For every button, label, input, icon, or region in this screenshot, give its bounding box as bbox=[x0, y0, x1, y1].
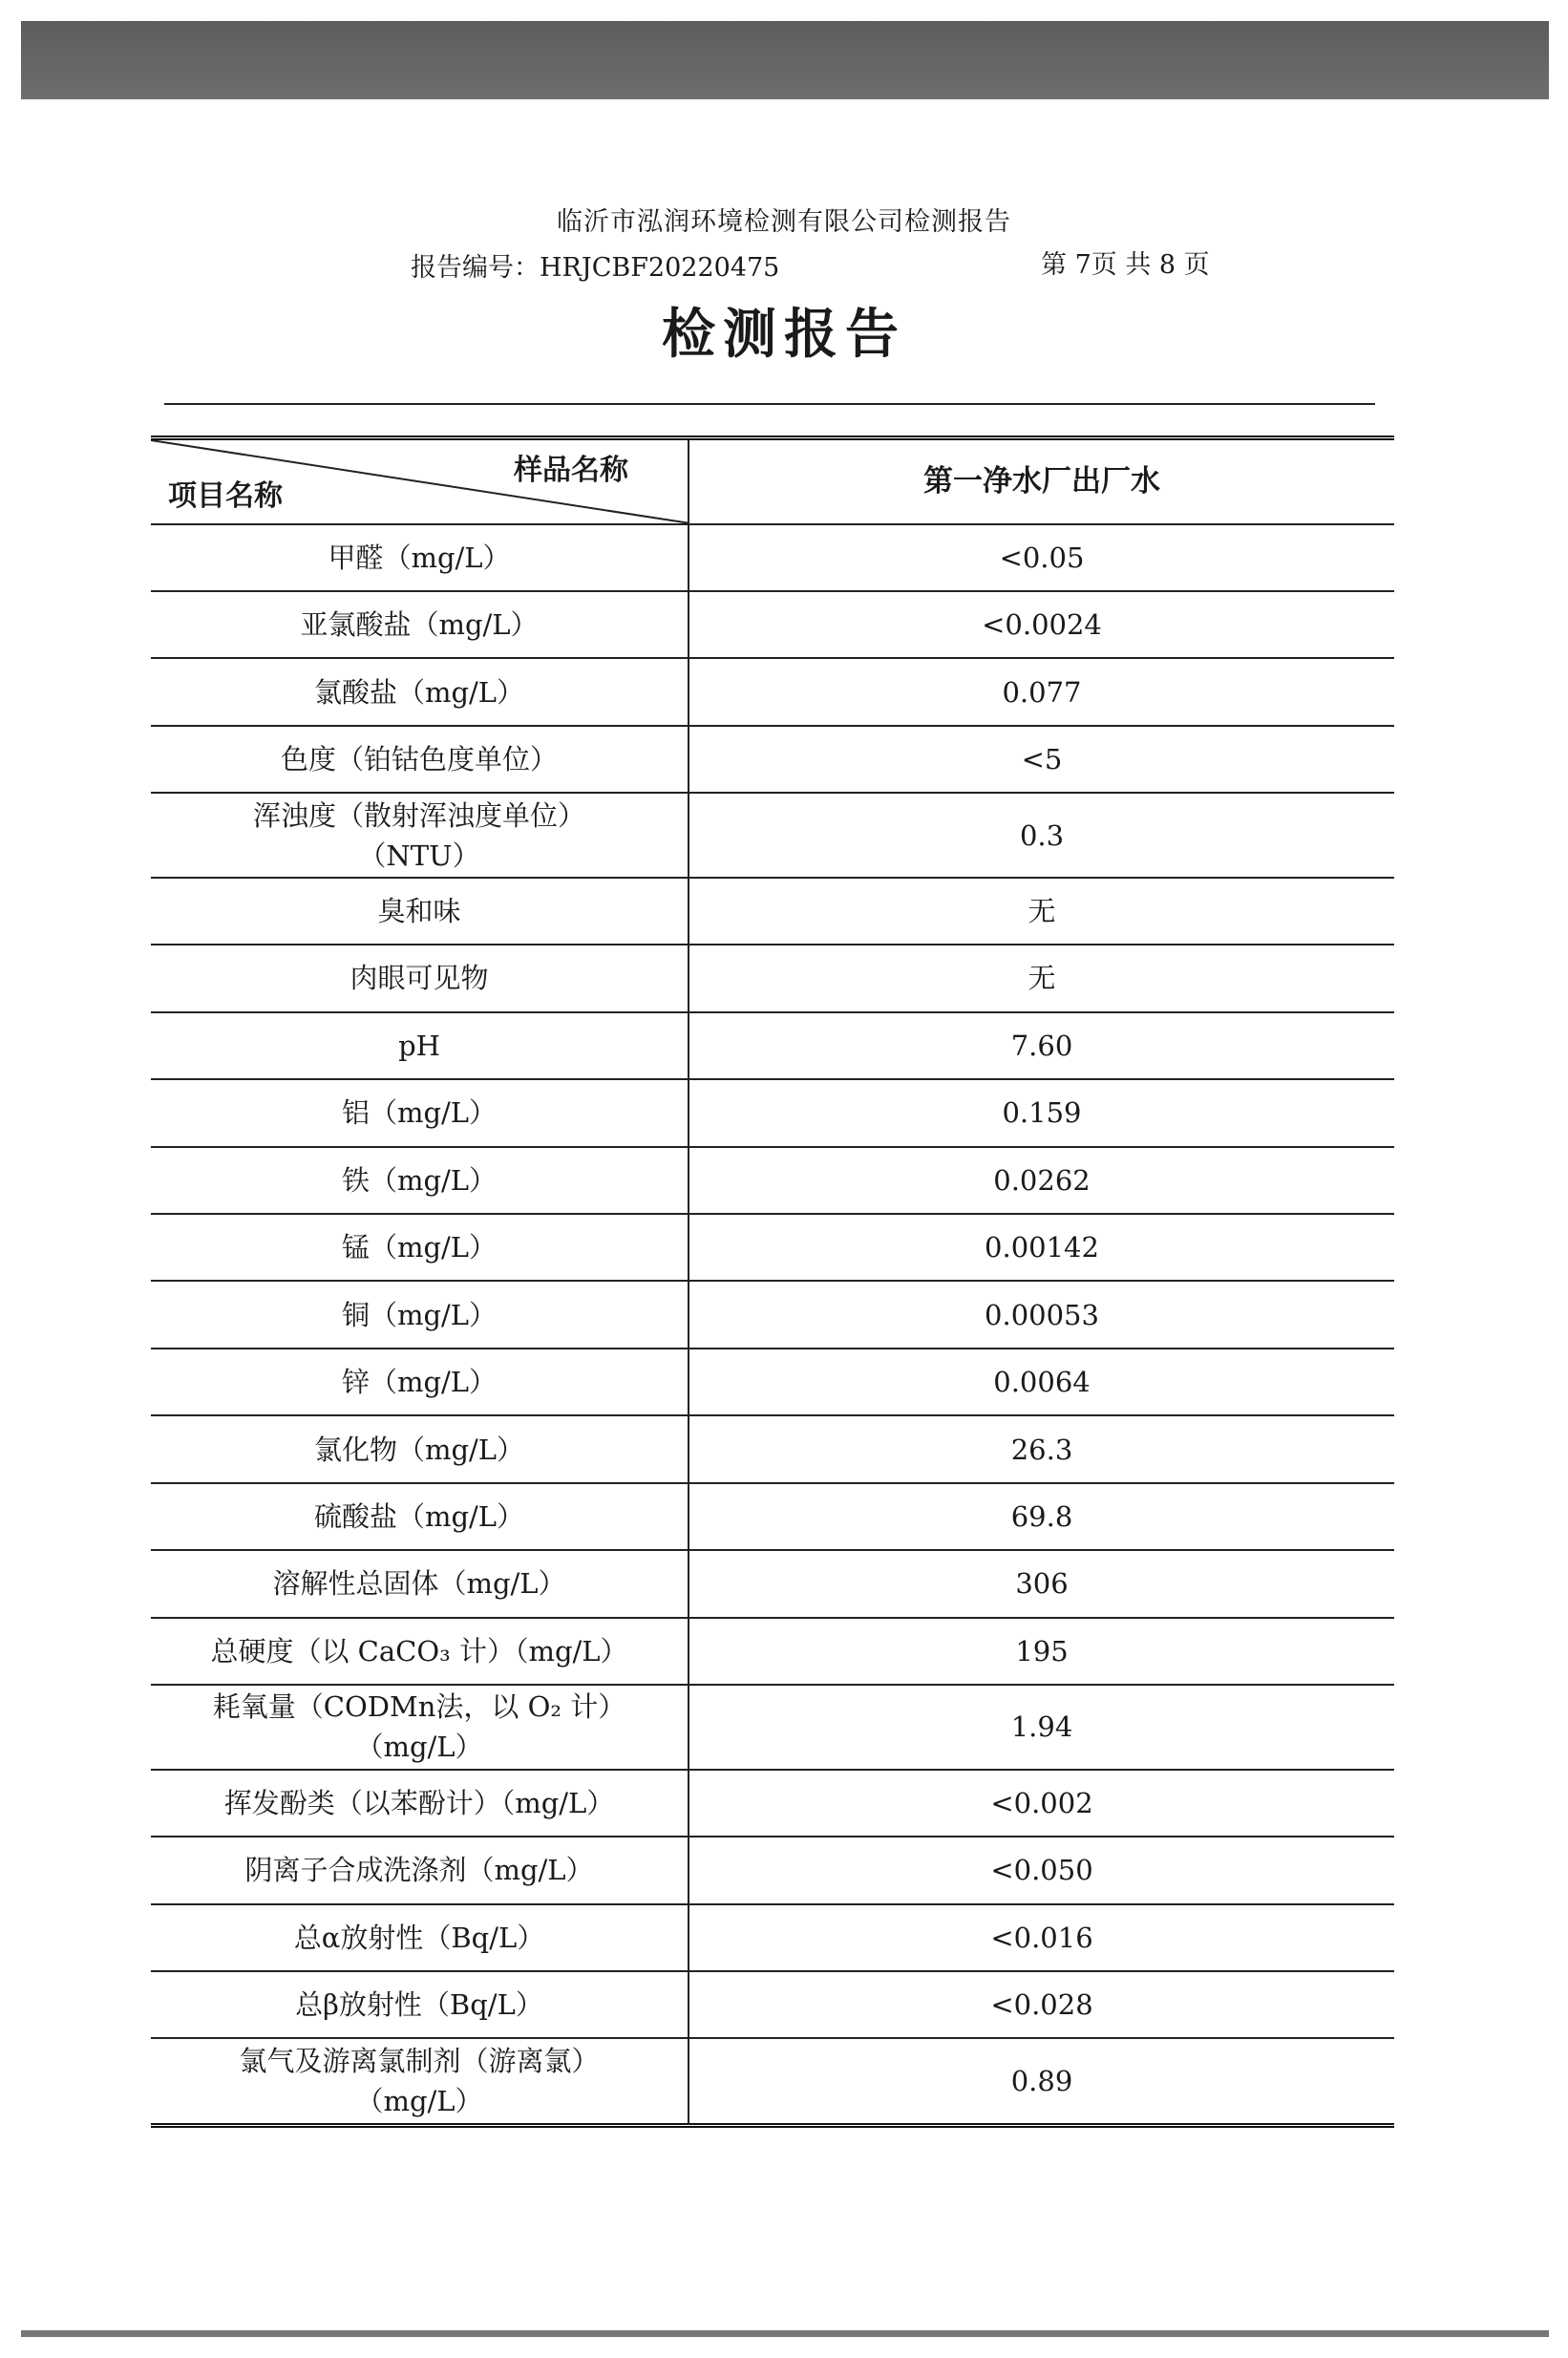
table-row bbox=[151, 1837, 1394, 1903]
result-value-cell: <0.028 bbox=[689, 1971, 1394, 2038]
company-report-heading: 临沂市泓润环境检测有限公司检测报告 bbox=[557, 207, 1011, 237]
result-value-cell: <0.002 bbox=[689, 1770, 1394, 1837]
item-name: pH bbox=[398, 1029, 440, 1062]
table-row bbox=[151, 524, 1394, 591]
result-value-cell: 306 bbox=[689, 1550, 1394, 1617]
result-value-cell: <0.050 bbox=[689, 1837, 1394, 1903]
item-name: 总β放射性（Bq/L） bbox=[295, 1988, 543, 2022]
item-name-cell bbox=[151, 1837, 689, 1903]
table-row bbox=[151, 2038, 1394, 2123]
table-header-row bbox=[151, 440, 1394, 524]
results-table bbox=[151, 435, 1394, 2128]
item-name: 耗氧量（CODMn法，以 O₂ 计） bbox=[212, 1690, 626, 1724]
item-name-cell bbox=[151, 945, 689, 1011]
result-value-cell: 无 bbox=[689, 878, 1394, 945]
table-row bbox=[151, 945, 1394, 1011]
item-name: 铝（mg/L） bbox=[341, 1096, 498, 1130]
table-row bbox=[151, 1281, 1394, 1348]
table-row bbox=[151, 793, 1394, 878]
item-name-cell bbox=[151, 726, 689, 793]
item-name-cell bbox=[151, 1281, 689, 1348]
item-name-cell bbox=[151, 1349, 689, 1415]
table-row bbox=[151, 1685, 1394, 1770]
item-name-cell bbox=[151, 1012, 689, 1079]
item-name-cell bbox=[151, 1971, 689, 2038]
item-name-cell bbox=[151, 1415, 689, 1482]
item-name-cell bbox=[151, 1685, 689, 1770]
item-name-cell bbox=[151, 1214, 689, 1281]
table-row bbox=[151, 1214, 1394, 1281]
table-row bbox=[151, 1904, 1394, 1971]
table-row bbox=[151, 726, 1394, 793]
table-row bbox=[151, 1079, 1394, 1146]
item-name-cell bbox=[151, 1618, 689, 1685]
table-row bbox=[151, 1770, 1394, 1837]
result-value-cell: 7.60 bbox=[689, 1012, 1394, 1079]
item-name: 亚氯酸盐（mg/L） bbox=[300, 608, 539, 642]
result-value-cell: 0.159 bbox=[689, 1079, 1394, 1146]
table-row bbox=[151, 591, 1394, 658]
item-name: 色度（铂钴色度单位） bbox=[280, 743, 558, 776]
item-name: 氯化物（mg/L） bbox=[313, 1433, 525, 1466]
table-row bbox=[151, 658, 1394, 725]
table-row bbox=[151, 1147, 1394, 1214]
item-name: 浑浊度（散射浑浊度单位） bbox=[252, 798, 585, 832]
page-title: 检测报告 bbox=[662, 304, 906, 366]
result-value-cell: 0.3 bbox=[689, 793, 1394, 878]
item-name: 铁（mg/L） bbox=[341, 1163, 498, 1197]
corner-sample-label: 样品名称 bbox=[514, 454, 628, 487]
item-name: 氯气及游离氯制剂（游离氯） bbox=[239, 2045, 600, 2078]
item-name-cell bbox=[151, 1483, 689, 1550]
item-name: 肉眼可见物 bbox=[350, 962, 489, 995]
result-value-cell: <5 bbox=[689, 726, 1394, 793]
item-name: 溶解性总固体（mg/L） bbox=[272, 1567, 566, 1601]
item-name-cell bbox=[151, 2038, 689, 2123]
item-name-cell bbox=[151, 1770, 689, 1837]
item-name: 氯酸盐（mg/L） bbox=[313, 675, 525, 709]
result-value-cell: 0.0262 bbox=[689, 1147, 1394, 1214]
result-value-cell: 0.89 bbox=[1010, 2065, 1073, 2098]
item-name-line2: （mg/L） bbox=[355, 1731, 483, 1764]
table-row bbox=[151, 1415, 1394, 1482]
result-value-cell: 195 bbox=[689, 1618, 1394, 1685]
item-name-line2: （mg/L） bbox=[355, 2085, 483, 2118]
item-name: 锰（mg/L） bbox=[341, 1231, 498, 1264]
item-name: 硫酸盐（mg/L） bbox=[313, 1499, 525, 1533]
report-number bbox=[411, 246, 779, 284]
result-value-cell: <0.05 bbox=[689, 524, 1394, 591]
table-row bbox=[151, 1349, 1394, 1415]
table-row bbox=[151, 1971, 1394, 2038]
header-divider bbox=[164, 403, 1375, 405]
result-value-cell: 26.3 bbox=[689, 1415, 1394, 1482]
result-value-cell: <0.0024 bbox=[689, 591, 1394, 658]
item-name: 甲醛（mg/L） bbox=[328, 541, 511, 574]
item-name-line2: （NTU） bbox=[358, 839, 480, 872]
result-value-cell: 1.94 bbox=[689, 1685, 1394, 1770]
item-name-cell bbox=[151, 1904, 689, 1971]
item-name: 阴离子合成洗涤剂（mg/L） bbox=[244, 1854, 594, 1887]
item-name: 挥发酚类（以苯酚计）（mg/L） bbox=[223, 1786, 615, 1819]
table-row bbox=[151, 1483, 1394, 1550]
item-name-cell bbox=[151, 878, 689, 945]
scan-border-top bbox=[21, 21, 1549, 99]
page-info: 第 7页 共 8 页 bbox=[1041, 250, 1210, 280]
report-number-label: 报告编号： bbox=[411, 253, 540, 283]
item-name: 铜（mg/L） bbox=[341, 1298, 498, 1331]
item-name-cell bbox=[151, 658, 689, 725]
item-name-cell bbox=[151, 1550, 689, 1617]
item-name-cell bbox=[151, 524, 689, 591]
result-value-cell: 0.00053 bbox=[689, 1281, 1394, 1348]
item-name-cell bbox=[151, 591, 689, 658]
result-value-cell: <0.016 bbox=[689, 1904, 1394, 1971]
report-number-value: HRJCBF20220475 bbox=[540, 253, 780, 283]
item-name: 锌（mg/L） bbox=[341, 1366, 498, 1399]
item-name: 臭和味 bbox=[377, 895, 461, 928]
item-name-cell bbox=[151, 1079, 689, 1146]
item-name: 总硬度（以 CaCO₃ 计）（mg/L） bbox=[210, 1634, 628, 1668]
result-value-cell: 0.0064 bbox=[689, 1349, 1394, 1415]
item-name-cell bbox=[151, 793, 689, 878]
table-row bbox=[151, 1618, 1394, 1685]
table-row bbox=[151, 1550, 1394, 1617]
item-name: 总α放射性（Bq/L） bbox=[293, 1921, 545, 1954]
result-value-cell: 69.8 bbox=[689, 1483, 1394, 1550]
result-value-cell: 0.00142 bbox=[689, 1214, 1394, 1281]
result-value-cell: 0.077 bbox=[689, 658, 1394, 725]
corner-header-cell bbox=[151, 440, 689, 524]
item-name-cell bbox=[151, 1147, 689, 1214]
result-value-cell: 无 bbox=[689, 945, 1394, 1011]
sample-column-header: 第一净水厂出厂水 bbox=[689, 440, 1394, 524]
corner-item-label: 项目名称 bbox=[168, 479, 283, 514]
table-row bbox=[151, 878, 1394, 945]
scan-border-bottom bbox=[21, 2330, 1549, 2337]
table-row bbox=[151, 1012, 1394, 1079]
